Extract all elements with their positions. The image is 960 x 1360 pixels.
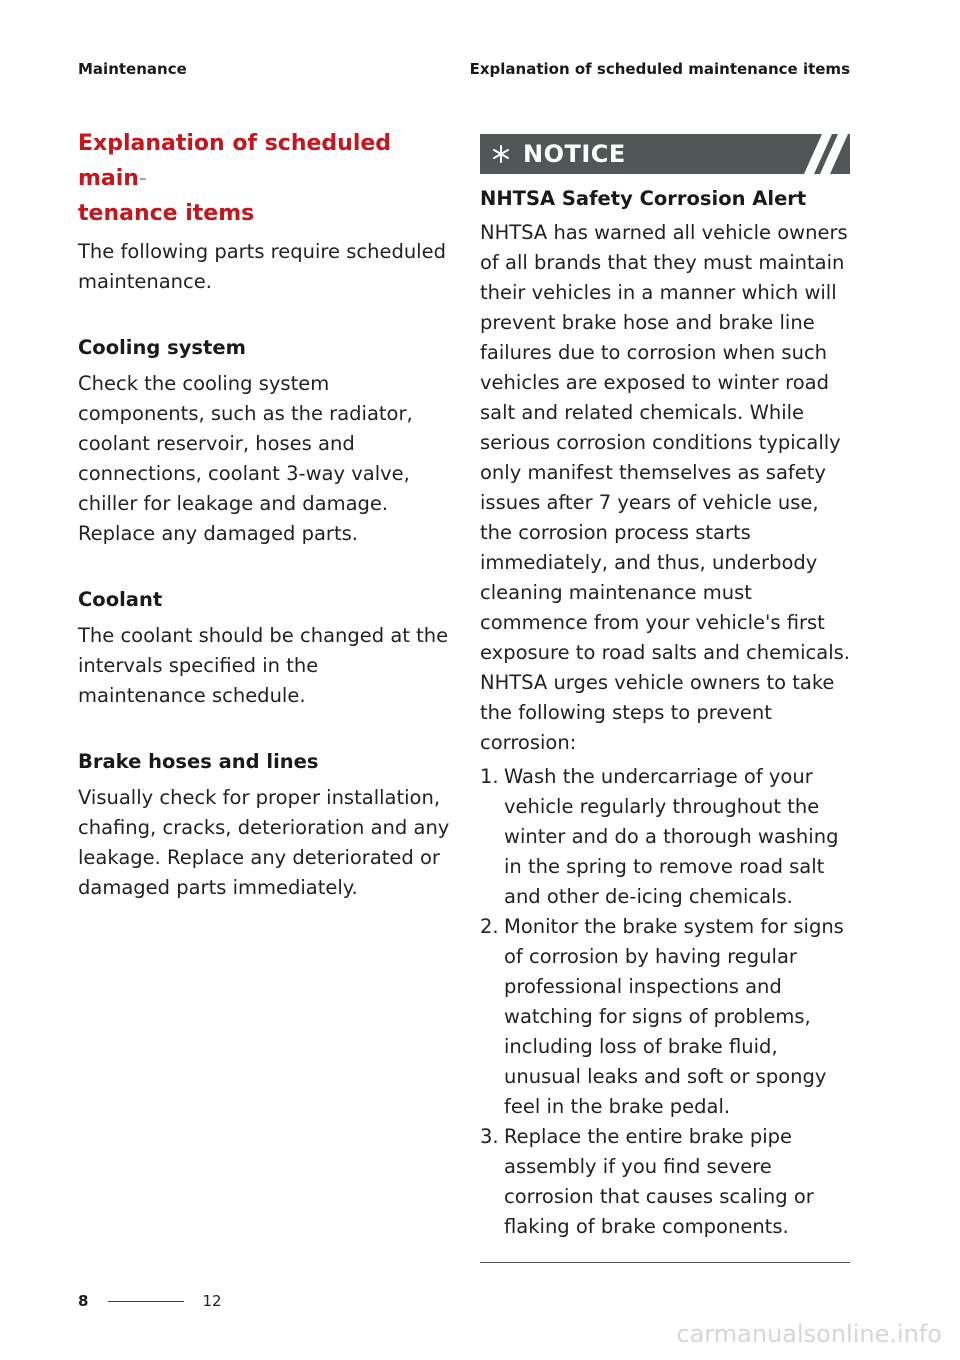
brake-hoses-text: Visually check for proper installation, chafing, cracks, deterioration and any leakage. Replace any deteriorated or damaged parts immediately. [78, 786, 450, 899]
section-number: 12 [202, 1292, 222, 1310]
cooling-system-heading: Cooling system [78, 336, 246, 359]
notice-end-divider [480, 1262, 850, 1263]
cooling-system-text: Check the cooling system components, such as the radiator, coolant reservoir, hoses and connections, coolant 3-way valve, chiller for leakage and damage. Replace any damaged parts. [78, 372, 413, 545]
page-title [78, 126, 450, 231]
notice-title: NHTSA Safety Corrosion Alert [480, 187, 807, 210]
list-item-number: 2. [480, 915, 499, 938]
notice-steps-list [480, 762, 850, 1242]
title-hyphen: - [138, 166, 147, 191]
list-item-number: 3. [480, 1125, 499, 1148]
list-item-text: Replace the entire brake pipe assembly if you find severe corrosion that causes scaling or flaking of brake components. [504, 1125, 814, 1238]
title-line-2: tenance items [78, 201, 255, 226]
running-header-section: Maintenance [78, 60, 187, 78]
coolant-text: The coolant should be changed at the intervals specified in the maintenance schedule. [78, 624, 449, 707]
brake-hoses-heading: Brake hoses and lines [78, 750, 319, 773]
left-column [78, 126, 450, 903]
list-item [480, 1122, 850, 1242]
list-item-number: 1. [480, 765, 499, 788]
notice-stripes-icon [798, 134, 850, 174]
notice-label: NOTICE [523, 140, 626, 168]
intro-text: The following parts require scheduled maintenance. [78, 240, 446, 293]
list-item-text: Monitor the brake system for signs of corrosion by having regular professional inspections and watching for signs of problems, including loss of brake fluid, unusual leaks and soft or spongy feel in the brake pedal. [504, 915, 844, 1118]
notice-box [480, 134, 850, 1263]
list-item [480, 912, 850, 1122]
title-line-1: Explanation of scheduled main [78, 131, 392, 191]
notice-body: NHTSA has warned all vehicle owners of all brands that they must maintain their vehicles in a manner which will prevent brake hose and brake line failures due to corrosion when such vehicles are exposed to winter road salt and related chemicals. While serious corrosion conditions typically only manifest themselves as safety issues after 7 years of vehicle use, the corrosion process starts immediately, and thus, underbody cleaning maintenance must commence from your vehicle's first exposure to road salts and chemicals. NHTSA urges vehicle owners to take the following steps to prevent corrosion: [480, 221, 850, 754]
footer-divider [108, 1301, 184, 1302]
notice-bar [480, 134, 850, 174]
page-number: 8 [78, 1292, 89, 1310]
asterisk-icon [491, 144, 511, 164]
watermark: carmanualsonline.info [676, 1320, 942, 1348]
page-footer [78, 1292, 222, 1310]
list-item [480, 762, 850, 912]
list-item-text: Wash the undercarriage of your vehicle regularly throughout the winter and do a thorough washing in the spring to remove road salt and other de-icing chemicals. [504, 765, 839, 908]
coolant-heading: Coolant [78, 588, 163, 611]
running-header-topic: Explanation of scheduled maintenance items [469, 60, 850, 78]
